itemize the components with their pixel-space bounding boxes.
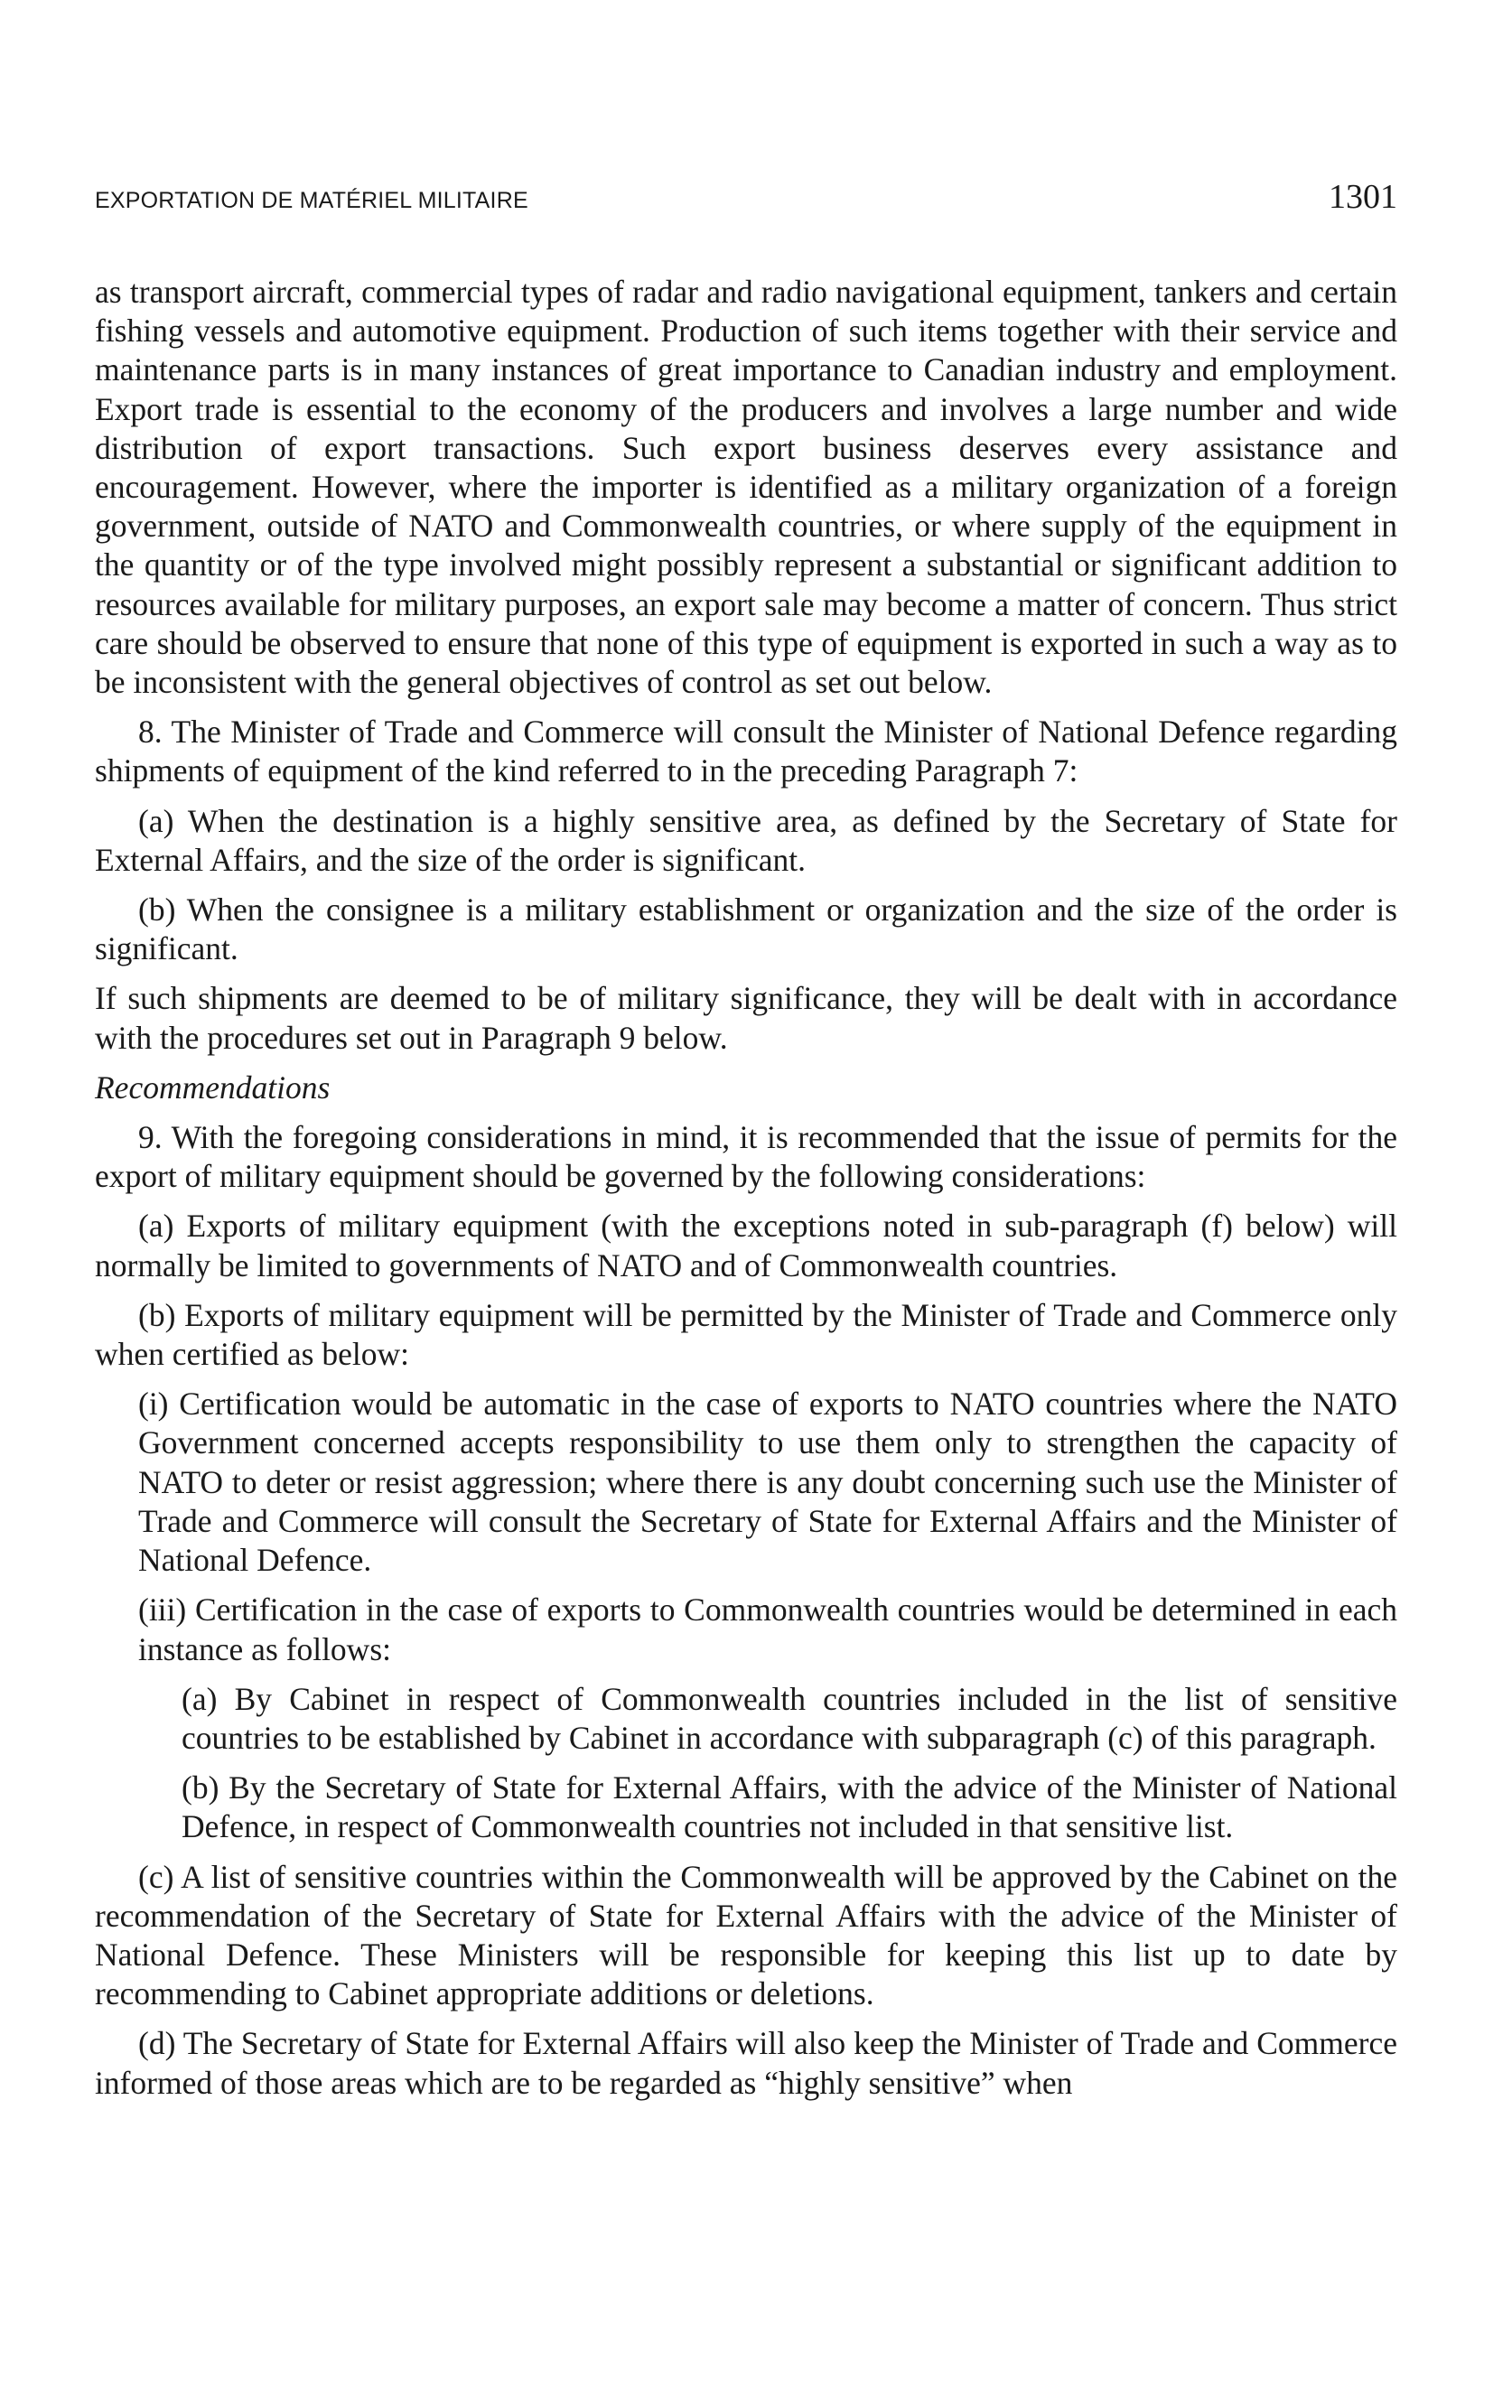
paragraph-9-b-iii-a: (a) By Cabinet in respect of Commonwealth countries included in the list of sensitive countries to be established by Cabinet in accordance with subparagraph (c) of this paragraph.	[182, 1680, 1397, 1756]
paragraph-9-b-i: (i) Certification would be automatic in the case of exports to NATO countries where the NATO Government concerned accepts responsibility to use them only to strengthen the capacity of NATO to deter or resist aggression; where there is any doubt concerning such use the Minister of Trade and Commerce will consult the Secretary of State for External Affairs and the Minister of National Defence.	[138, 1386, 1397, 1579]
paragraph-9-b: (b) Exports of military equipment will be permitted by the Minister of Trade and Commerce only when certified as below:	[95, 1296, 1397, 1373]
running-title: EXPORTATION DE MATÉRIEL MILITAIRE	[95, 188, 528, 213]
page-number: 1301	[1329, 178, 1397, 216]
paragraph-9-c: (c) A list of sensitive countries within the Commonwealth will be approved by the Cabinet on the recommendation of the Secretary of State for External Affairs with the advice of the Minister of National Defence. These Ministers will be responsible for keeping this list up to date by recommending to Cabinet appropriate additions or deletions.	[95, 1858, 1397, 2012]
paragraph-9-d: (d) The Secretary of State for External Affairs will also keep the Minister of Trade and Commerce informed of those areas which are to be regarded as “highly sensitive” when	[95, 2025, 1397, 2101]
body-text	[95, 273, 1397, 2103]
paragraph-8-b: (b) When the consignee is a military establishment or organization and the size of the order is significant.	[95, 891, 1397, 967]
paragraph-9: 9. With the foregoing considerations in mind, it is recommended that the issue of permits for the export of military equipment should be governed by the following considerations:	[95, 1119, 1397, 1195]
paragraph-8-conclusion: If such shipments are deemed to be of military significance, they will be dealt with in accordance with the procedures set out in Paragraph 9 below.	[95, 980, 1397, 1056]
paragraph-9-b-iii: (iii) Certification in the case of exports to Commonwealth countries would be determined in each instance as follows:	[138, 1591, 1397, 1667]
paragraph-8-a: (a) When the destination is a highly sensitive area, as defined by the Secretary of State for External Affairs, and the size of the order is significant.	[95, 802, 1397, 878]
paragraph-continuation: as transport aircraft, commercial types of radar and radio navigational equipment, tankers and certain fishing vessels and automotive equipment. Production of such items together with their service and maintenance parts is in many instances of great importance to Canadian industry and employment. Export trade is essential to the economy of the producers and involves a large number and wide distribution of export transactions. Such export business deserves every assistance and encouragement. However, where the importer is identified as a military organization of a foreign government, outside of NATO and Commonwealth countries, or where supply of the equipment in the quantity or of the type involved might possibly represent a substantial or significant addition to resources available for military purposes, an export sale may become a matter of concern. Thus strict care should be observed to ensure that none of this type of equipment is exported in such a way as to be inconsistent with the general objectives of control as set out below.	[95, 274, 1397, 701]
paragraph-8: 8. The Minister of Trade and Commerce will consult the Minister of National Defence regarding shipments of equipment of the kind referred to in the preceding Paragraph 7:	[95, 714, 1397, 789]
document-page	[95, 177, 1397, 2103]
running-header	[95, 177, 1397, 217]
paragraph-9-a: (a) Exports of military equipment (with the exceptions noted in sub-paragraph (f) below) will normally be limited to governments of NATO and of Commonwealth countries.	[95, 1208, 1397, 1283]
section-heading-recommendations: Recommendations	[95, 1069, 331, 1106]
paragraph-9-b-iii-b: (b) By the Secretary of State for External Affairs, with the advice of the Minister of National Defence, in respect of Commonwealth countries not included in that sensitive list.	[182, 1769, 1397, 1845]
